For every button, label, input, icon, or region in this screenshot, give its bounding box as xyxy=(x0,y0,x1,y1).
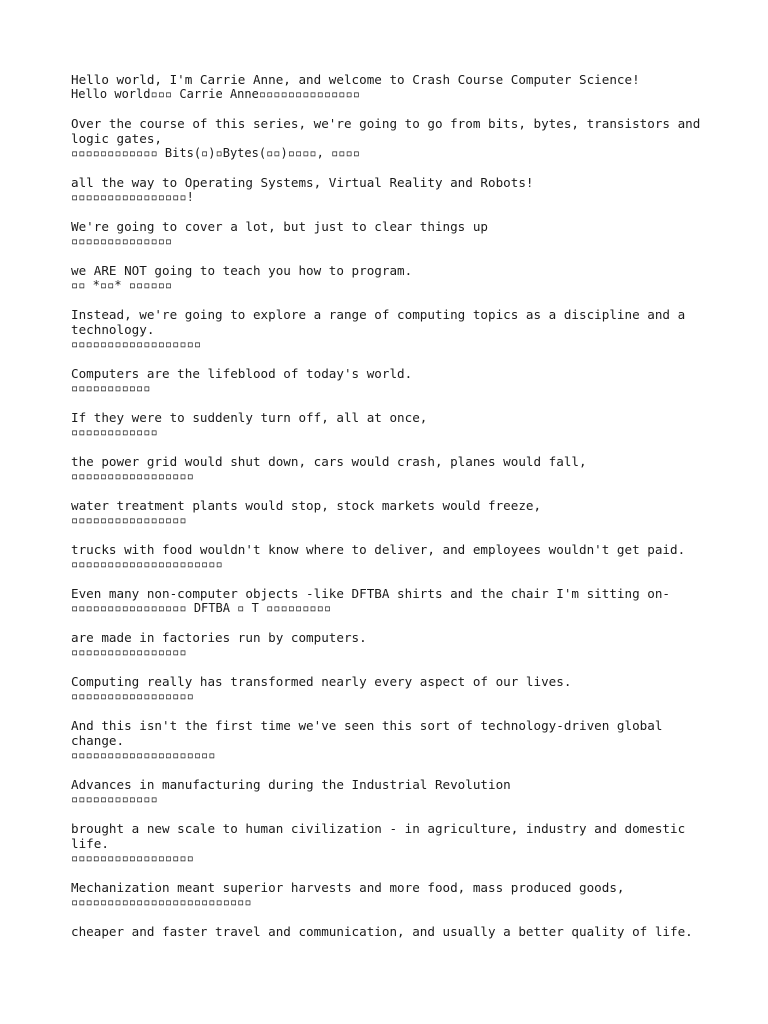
english-line: Mechanization meant superior harvests and more food, mass produced goods, xyxy=(71,880,625,895)
english-line: we ARE NOT going to teach you how to program. xyxy=(71,263,413,278)
transcript-entry xyxy=(71,924,708,939)
english-line: are made in factories run by computers. xyxy=(71,630,367,645)
translated-line: ▫▫▫▫▫▫▫▫▫▫▫▫▫▫▫▫▫▫ xyxy=(71,337,202,351)
english-line: Computing really has transformed nearly every aspect of our lives. xyxy=(71,674,572,689)
english-line: If they were to suddenly turn off, all at once, xyxy=(71,410,428,425)
english-line: We're going to cover a lot, but just to clear things up xyxy=(71,219,489,234)
translated-line: ▫▫▫▫▫▫▫▫▫▫▫▫ xyxy=(71,792,158,806)
english-line: Even many non-computer objects -like DFTBA shirts and the chair I'm sitting on- xyxy=(71,586,670,601)
transcript-entry xyxy=(71,674,708,704)
translated-line: ▫▫▫▫▫▫▫▫▫▫▫▫ Bits(▫)▫Bytes(▫▫)▫▫▫▫, ▫▫▫▫ xyxy=(71,146,360,160)
english-line: And this isn't the first time we've seen this sort of technology-driven global change. xyxy=(71,718,670,748)
transcript-entry xyxy=(71,630,708,660)
translated-line: ▫▫▫▫▫▫▫▫▫▫▫▫▫▫▫▫▫▫▫▫ xyxy=(71,748,216,762)
transcript-entry xyxy=(71,498,708,528)
transcript-entry xyxy=(71,175,708,205)
translated-line: ▫▫▫▫▫▫▫▫▫▫▫▫▫▫▫▫▫ xyxy=(71,851,194,865)
english-line: Hello world, I'm Carrie Anne, and welcome to Crash Course Computer Science! xyxy=(71,72,640,87)
translated-line: ▫▫▫▫▫▫▫▫▫▫▫▫▫▫▫▫▫▫▫▫▫▫▫▫▫ xyxy=(71,895,252,909)
english-line: the power grid would shut down, cars would crash, planes would fall, xyxy=(71,454,587,469)
transcript-entry xyxy=(71,219,708,249)
transcript-entry xyxy=(71,116,708,161)
translated-line: ▫▫▫▫▫▫▫▫▫▫▫▫▫▫▫▫▫▫▫▫▫ xyxy=(71,557,223,571)
transcript-entry xyxy=(71,307,708,352)
transcript-entry xyxy=(71,410,708,440)
english-line: Over the course of this series, we're going to go from bits, bytes, transistors and logic gates, xyxy=(71,116,708,146)
translated-line: ▫▫ *▫▫* ▫▫▫▫▫▫ xyxy=(71,278,173,292)
english-line: trucks with food wouldn't know where to deliver, and employees wouldn't get paid. xyxy=(71,542,686,557)
transcript-entry xyxy=(71,821,708,866)
english-line: Computers are the lifeblood of today's world. xyxy=(71,366,413,381)
translated-line: ▫▫▫▫▫▫▫▫▫▫▫▫▫▫▫▫▫ xyxy=(71,469,194,483)
translated-line: ▫▫▫▫▫▫▫▫▫▫▫ xyxy=(71,381,151,395)
transcript-entry xyxy=(71,72,708,102)
english-line: all the way to Operating Systems, Virtual Reality and Robots! xyxy=(71,175,534,190)
transcript-entry xyxy=(71,263,708,293)
english-line: Advances in manufacturing during the Industrial Revolution xyxy=(71,777,511,792)
transcript-entry xyxy=(71,542,708,572)
translated-line: ▫▫▫▫▫▫▫▫▫▫▫▫▫▫▫▫! xyxy=(71,190,194,204)
transcript-entry xyxy=(71,777,708,807)
translated-line: ▫▫▫▫▫▫▫▫▫▫▫▫ xyxy=(71,425,158,439)
english-line: water treatment plants would stop, stock markets would freeze, xyxy=(71,498,542,513)
translated-line: ▫▫▫▫▫▫▫▫▫▫▫▫▫▫▫▫▫ xyxy=(71,689,194,703)
transcript-entry xyxy=(71,718,708,763)
english-line: brought a new scale to human civilization - in agriculture, industry and domestic life. xyxy=(71,821,693,851)
transcript-entry xyxy=(71,366,708,396)
english-line: Instead, we're going to explore a range of computing topics as a discipline and a technology. xyxy=(71,307,693,337)
translated-line: ▫▫▫▫▫▫▫▫▫▫▫▫▫▫▫▫ xyxy=(71,513,187,527)
translated-line: ▫▫▫▫▫▫▫▫▫▫▫▫▫▫ xyxy=(71,234,173,248)
transcript-entry xyxy=(71,880,708,910)
transcript-entry xyxy=(71,454,708,484)
translated-line: Hello world▫▫▫ Carrie Anne▫▫▫▫▫▫▫▫▫▫▫▫▫▫ xyxy=(71,87,360,101)
translated-line: ▫▫▫▫▫▫▫▫▫▫▫▫▫▫▫▫ xyxy=(71,645,187,659)
transcript-entry xyxy=(71,586,708,616)
english-line: cheaper and faster travel and communication, and usually a better quality of life. xyxy=(71,924,693,939)
translated-line: ▫▫▫▫▫▫▫▫▫▫▫▫▫▫▫▫ DFTBA ▫ T ▫▫▫▫▫▫▫▫▫ xyxy=(71,601,332,615)
